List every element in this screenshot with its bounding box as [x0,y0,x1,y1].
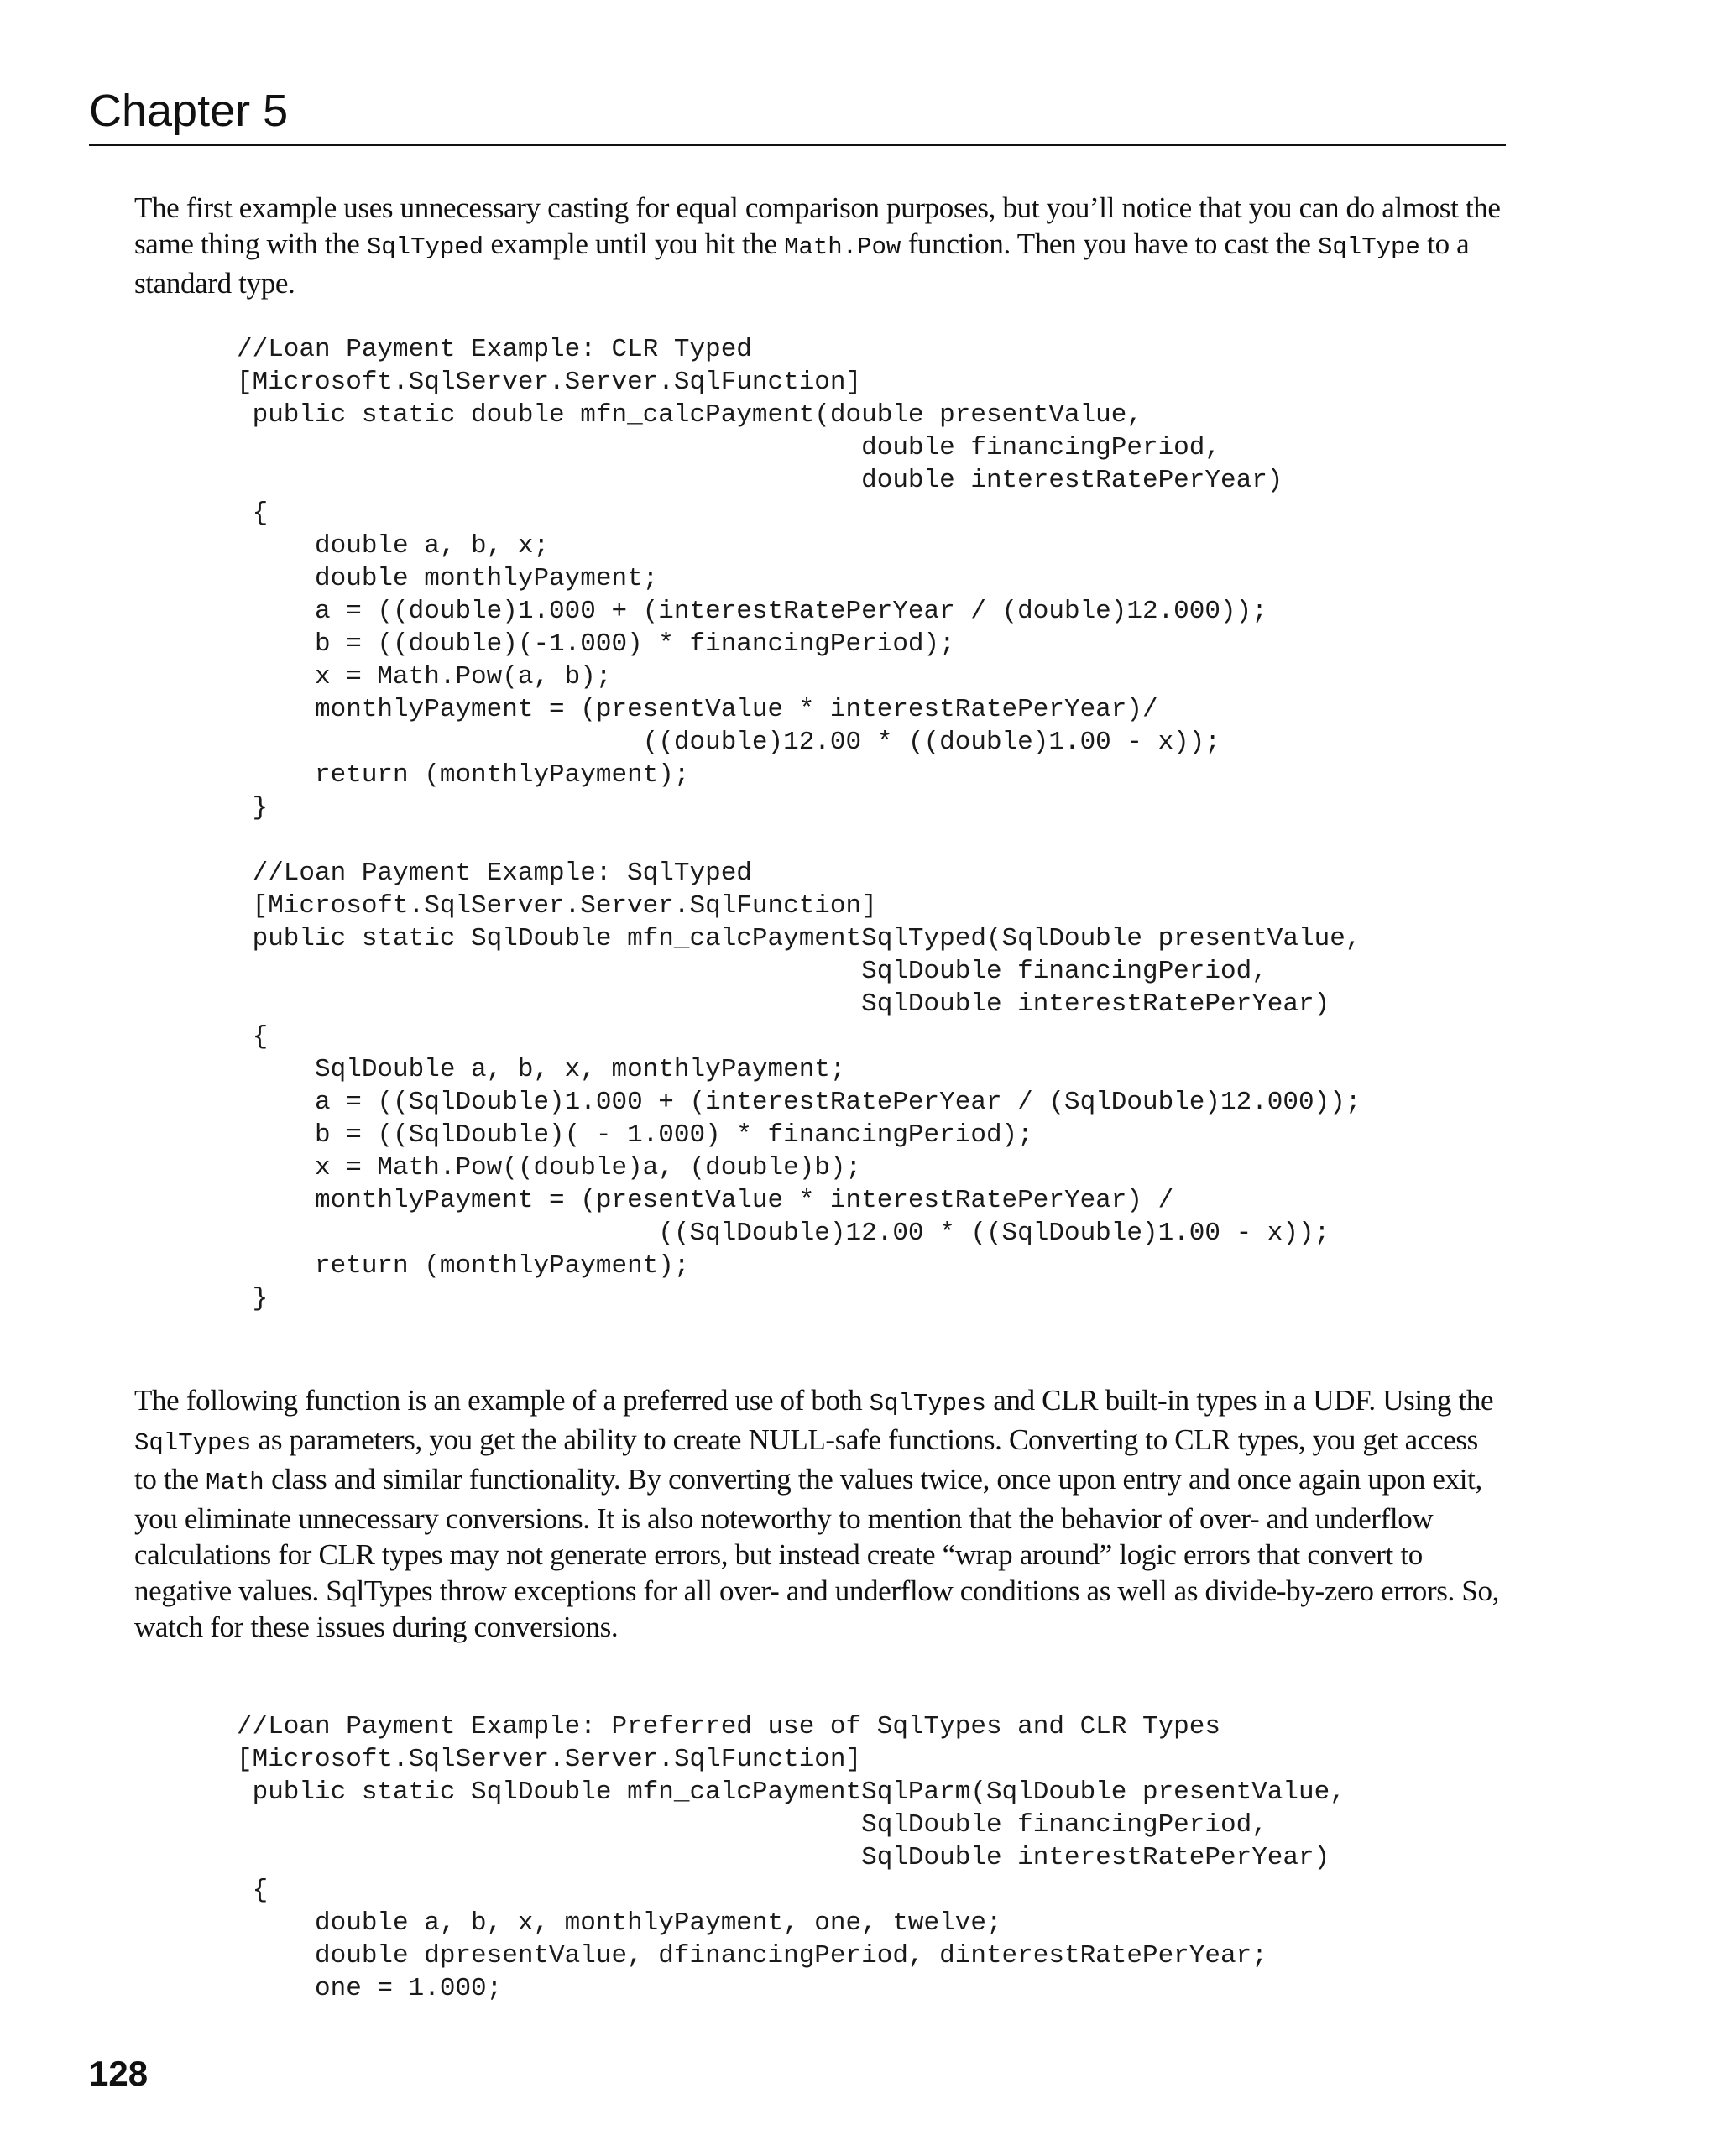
code-line: double interestRatePerYear) [237,466,1283,495]
code-line: //Loan Payment Example: SqlTyped [237,859,752,888]
code-line: [Microsoft.SqlServer.Server.SqlFunction] [237,891,877,921]
text-run: The first example uses unnecessary casting for equal comparison purposes, but you’ll notice that you can do almost the same thing with the [134,191,1501,260]
code-line: x = Math.Pow(a, b); [237,662,612,692]
code-line: SqlDouble interestRatePerYear) [237,1843,1330,1872]
inline-code: SqlTypes [134,1429,252,1457]
code-line [237,824,1361,857]
code-line: monthlyPayment = (presentValue * interestRatePerYear) / [237,1186,1174,1215]
code-line: } [237,793,269,822]
code-line: monthlyPayment = (presentValue * interestRatePerYear)/ [237,695,1158,724]
text-run: as parameters, you get the ability to create NULL-safe functions. Converting to CLR types, you get access to the [134,1423,1478,1496]
code-line: double dpresentValue, dfinancingPeriod, dinterestRatePerYear; [237,1941,1267,1971]
code-line: b = ((SqlDouble)( - 1.000) * financingPeriod); [237,1120,1033,1150]
text-run: function. Then you have to cast the [901,227,1318,260]
chapter-title: Chapter 5 [89,86,289,136]
code-line: one = 1.000; [237,1974,503,2003]
page-number: 128 [89,2054,149,2093]
code-line: SqlDouble interestRatePerYear) [237,989,1330,1019]
code-line: a = ((SqlDouble)1.000 + (interestRatePerYear / (SqlDouble)12.000)); [237,1088,1361,1117]
code-line: return (monthlyPayment); [237,1251,690,1281]
code-line: double a, b, x, monthlyPayment, one, twelve; [237,1908,1002,1938]
text-run: and CLR built-in types in a UDF. Using the [985,1384,1494,1417]
code-line: public static double mfn_calcPayment(double presentValue, [237,400,1142,430]
text-run: class and similar functionality. By converting the values twice, once upon entry and once again upon exit, you eliminate unnecessary conversions. It is also noteworthy to mention that the behavior of over- and underflow calculations for CLR types may not generate errors, but instead create “wrap around” logic errors that convert to negative values. SqlTypes throw exceptions for all over- and underflow conditions as well as divide-by-zero errors. So, watch for these issues during conversions. [134,1463,1499,1643]
text-run: The following function is an example of a preferred use of both [134,1384,870,1417]
chapter-header [89,81,1506,146]
code-line: SqlDouble financingPeriod, [237,1810,1267,1840]
code-line: a = ((double)1.000 + (interestRatePerYear / (double)12.000)); [237,597,1267,626]
code-line: SqlDouble financingPeriod, [237,957,1267,986]
inline-code: Math [206,1469,264,1496]
code-line: return (monthlyPayment); [237,760,690,790]
code-line: ((SqlDouble)12.00 * ((SqlDouble)1.00 - x)); [237,1219,1330,1248]
code-block-preferred-use [237,1710,1345,2005]
code-line: double financingPeriod, [237,433,1220,462]
intro-paragraph [134,190,1504,301]
inline-code: SqlType [1318,233,1420,261]
inline-code: SqlTyped [366,233,484,261]
code-line: public static SqlDouble mfn_calcPaymentSqlTyped(SqlDouble presentValue, [237,924,1361,953]
code-line: [Microsoft.SqlServer.Server.SqlFunction] [237,368,862,397]
code-line: double monthlyPayment; [237,564,659,593]
code-line: { [237,499,269,528]
code-line: } [237,1284,269,1313]
code-line: double a, b, x; [237,531,550,561]
explanation-paragraph [134,1382,1504,1645]
inline-code: Math.Pow [784,233,901,261]
code-line: b = ((double)(-1.000) * financingPeriod); [237,629,955,659]
code-line: { [237,1022,269,1052]
text-run: example until you hit the [483,227,785,260]
code-line: SqlDouble a, b, x, monthlyPayment; [237,1055,846,1084]
text-run: to a standard type. [134,227,1470,300]
code-line: public static SqlDouble mfn_calcPaymentSqlParm(SqlDouble presentValue, [237,1778,1345,1807]
code-line: { [237,1876,269,1905]
code-line: //Loan Payment Example: CLR Typed [237,335,752,364]
code-line: [Microsoft.SqlServer.Server.SqlFunction] [237,1745,862,1774]
code-block-clr-vs-sqltyped [237,333,1361,1315]
code-line: //Loan Payment Example: Preferred use of SqlTypes and CLR Types [237,1712,1220,1741]
code-line: x = Math.Pow((double)a, (double)b); [237,1153,862,1182]
code-line: ((double)12.00 * ((double)1.00 - x)); [237,728,1220,757]
inline-code: SqlTypes [869,1390,986,1417]
